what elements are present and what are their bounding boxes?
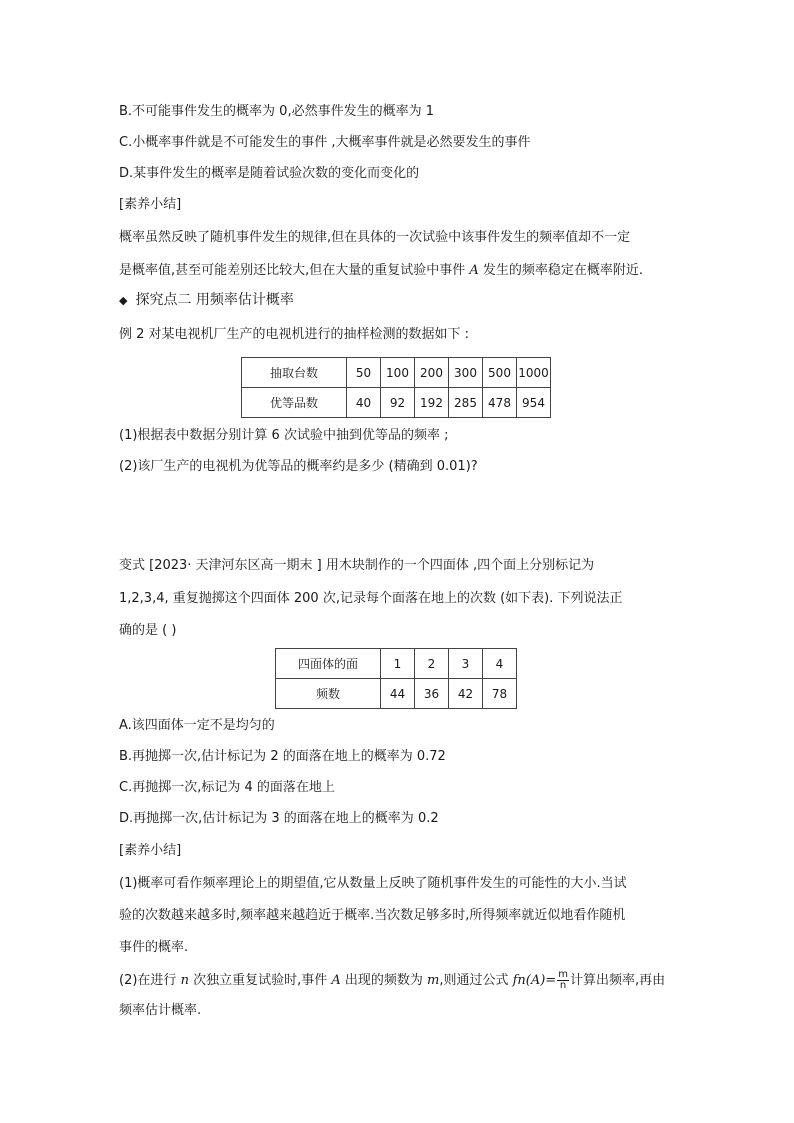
variant-line-2: 1,2,3,4, 重复抛掷这个四面体 200 次,记录每个面落在地上的次数 (如下表). 下列说法正	[119, 591, 623, 606]
fraction-m-over-n: $\frac{m}{n}$	[558, 969, 568, 991]
variant-line-1: 变式 [2023· 天津河东区高一期末 ] 用木块制作的一个四面体 ,四个面上分别标记为	[119, 558, 595, 573]
summary-text-line-2: 是概率值,甚至可能差别还比较大,但在大量的重复试验中事件 A 发生的频率稳定在概率附近.	[119, 263, 644, 278]
question-1: (1)根据表中数据分别计算 6 次试验中抽到优等品的频率 ;	[119, 428, 449, 443]
summary2-line-1: (1)概率可看作频率理论上的期望值,它从数量上反映了随机事件发生的可能性的大小.当试	[119, 876, 627, 891]
tetrahedron-table	[275, 648, 517, 709]
variant-option-d: D.再抛掷一次,估计标记为 3 的面落在地上的概率为 0.2	[119, 811, 439, 826]
summary2-formula-line: (2)在进行 n 次独立重复试验时,事件 A 出现的频数为 m,则通过公式 fn(A)= $\frac{m}{n}$ 计算出频率,再由	[119, 969, 666, 991]
table-row: 抽取台数 50 100 200 300 500 1000	[242, 358, 551, 388]
option-b: B.不可能事件发生的概率为 0,必然事件发生的概率为 1	[119, 104, 434, 119]
variant-option-a: A.该四面体一定不是均匀的	[119, 718, 275, 733]
summary-title: [素养小结]	[119, 197, 182, 212]
option-d: D.某事件发生的概率是随着试验次数的变化而变化的	[119, 166, 420, 181]
section-heading: ◆ 探究点二 用频率估计概率	[119, 292, 294, 308]
variant-line-3: 确的是 ( )	[119, 623, 177, 638]
table-row: 频数 44 36 42 78	[276, 679, 517, 709]
summary2-line-2: 验的次数越来越多时,频率越来越趋近于概率.当次数足够多时,所得频率就近似地看作随机	[119, 908, 626, 923]
table-row: 四面体的面 1 2 3 4	[276, 649, 517, 679]
sampling-table	[241, 357, 551, 418]
summary2-line-5: 频率估计概率.	[119, 1003, 202, 1018]
summary2-line-3: 事件的概率.	[119, 940, 189, 955]
summary2-title: [素养小结]	[119, 843, 182, 858]
frequency-formula-lhs: fn(A)=	[512, 973, 557, 988]
variant-option-c: C.再抛掷一次,标记为 4 的面落在地上	[119, 780, 335, 795]
diamond-bullet-icon: ◆	[119, 294, 128, 307]
table-row: 优等品数 40 92 192 285 478 954	[242, 388, 551, 418]
question-2: (2)该厂生产的电视机为优等品的概率约是多少 (精确到 0.01)?	[119, 459, 478, 474]
option-c: C.小概率事件就是不可能发生的事件 ,大概率事件就是必然要发生的事件	[119, 135, 531, 150]
example-2: 例 2 对某电视机厂生产的电视机进行的抽样检测的数据如下 :	[119, 327, 470, 342]
summary-text-line-1: 概率虽然反映了随机事件发生的规律,但在具体的一次试验中该事件发生的频率值却不一定	[119, 230, 631, 245]
variant-option-b: B.再抛掷一次,估计标记为 2 的面落在地上的概率为 0.72	[119, 749, 446, 764]
